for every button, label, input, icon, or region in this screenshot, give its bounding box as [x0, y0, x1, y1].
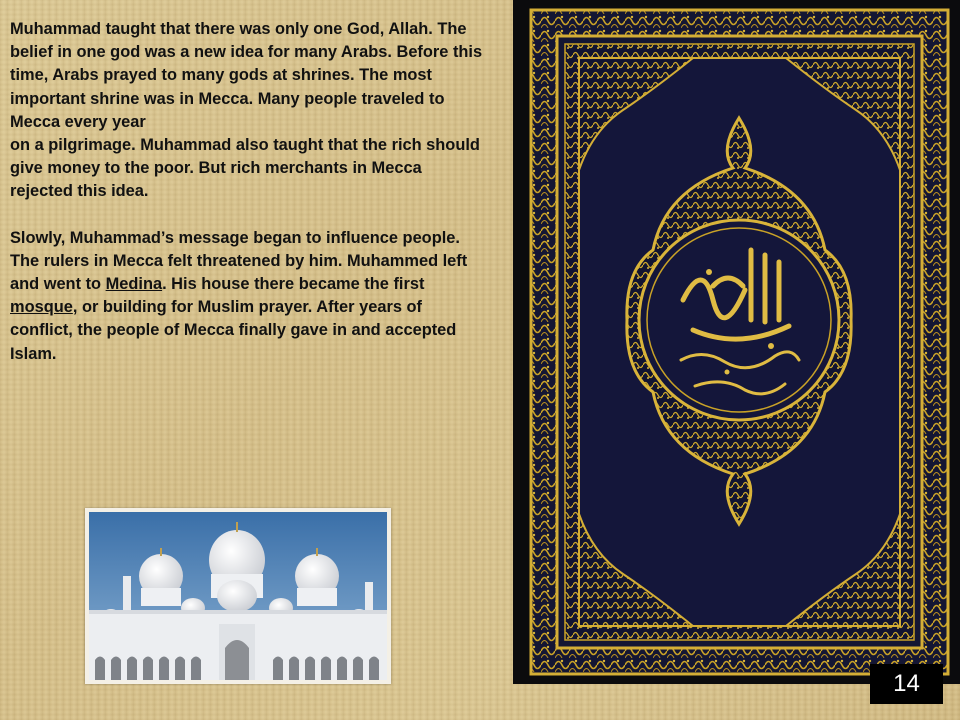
paragraph-1-part-2: on a pilgrimage. Muhammad also taught that the rich should give money to the poor. But rich merchants in Mecca rejected this idea. — [10, 136, 480, 201]
slide-number: 14 — [870, 664, 943, 704]
mosque-photo — [85, 508, 391, 684]
body-text — [10, 18, 488, 366]
mosque-illustration — [89, 512, 387, 680]
paragraph-2-text-c: , or building for Muslim prayer. After years of conflict, the people of Mecca finally gave in and accepted Islam. — [10, 298, 457, 363]
paragraph-2-text-b: . His house there became the first — [162, 275, 425, 294]
mosque-link[interactable]: mosque — [10, 298, 73, 317]
medina-link[interactable]: Medina — [105, 275, 163, 294]
paragraph-2-text-a: Slowly, Muhammad’s message began to influence people. The rulers in Mecca felt threatened by him. Muhammed left and went to — [10, 228, 468, 294]
quran-cover-illustration — [513, 0, 960, 684]
paragraph-1-part-1: Muhammad taught that there was only one God, Allah. The belief in one god was a new idea for many Arabs. Before this time, Arabs prayed to many gods at shrines. The most important shrine was in Mecca. Many people traveled to Mecca every year — [10, 20, 483, 131]
paragraph-1 — [10, 18, 488, 204]
quran-cover-image — [513, 0, 960, 684]
paragraph-2 — [10, 227, 488, 366]
